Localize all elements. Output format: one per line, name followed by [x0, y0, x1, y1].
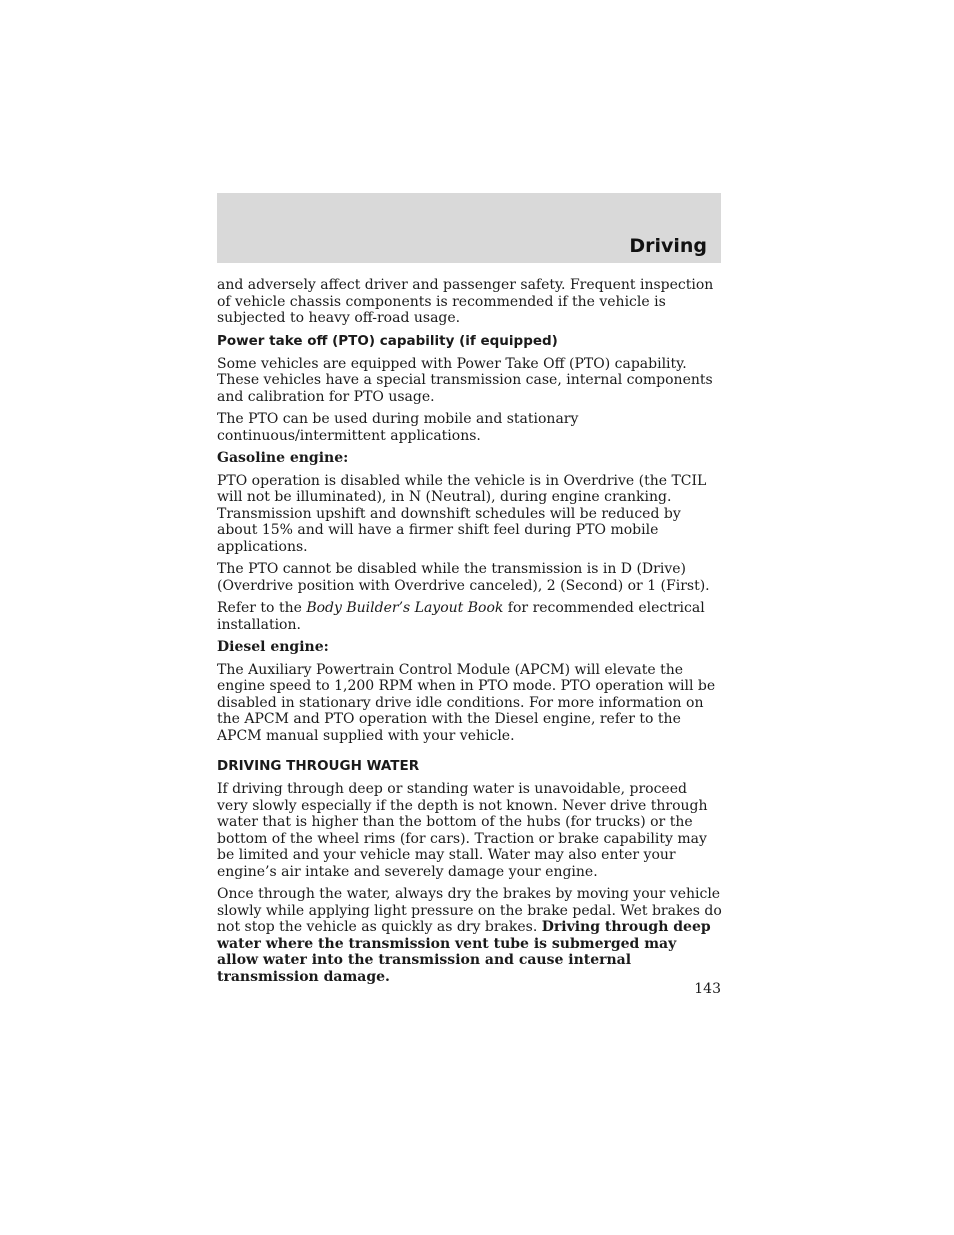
section-title: Driving — [629, 235, 707, 257]
water-paragraph-2-text: Once through the water, always dry the brakes by moving your vehicle slowly while applying light pressure on the brake pedal. Wet brakes do not stop the vehicle as quickly as dry brakes. — [217, 886, 722, 935]
pto-paragraph-1: Some vehicles are equipped with Power Take Off (PTO) capability. These vehicles have a special transmission case, internal components and calibration for PTO usage. — [217, 355, 713, 405]
water-paragraph-2 — [217, 886, 722, 985]
gasoline-engine-label: Gasoline engine: — [217, 450, 349, 466]
diesel-engine-label: Diesel engine: — [217, 639, 329, 655]
water-warning-text: Driving through deep water where the transmission vent tube is submerged may allow water into the transmission and cause internal transmission damage. — [217, 919, 711, 985]
gasoline-paragraph-1: PTO operation is disabled while the vehicle is in Overdrive (the TCIL will not be illuminated), in N (Neutral), during engine cranking. Transmission upshift and downshift schedules will be reduced by about 15% and will have a firmer shift feel during PTO mobile applications. — [217, 472, 707, 555]
water-paragraph-1: If driving through deep or standing water is unavoidable, proceed very slowly especially if the depth is not known. Never drive through water that is higher than the bottom of the hubs (for trucks) or the bottom of the wheel rims (for cars). Traction or brake capability may be limited and your vehicle may stall. Water may also enter your engine’s air intake and severely damage your engine. — [217, 781, 708, 880]
pto-paragraph-2: The PTO can be used during mobile and stationary continuous/intermittent applications. — [217, 411, 579, 444]
gasoline-paragraph-2: The PTO cannot be disabled while the transmission is in D (Drive) (Overdrive position with Overdrive canceled), 2 (Second) or 1 (First). — [217, 561, 710, 594]
water-heading: DRIVING THROUGH WATER — [217, 758, 420, 774]
intro-paragraph: and adversely affect driver and passenger safety. Frequent inspection of vehicle chassis components is recommended if the vehicle is subjected to heavy off-road usage. — [217, 277, 714, 326]
page-number: 143 — [694, 981, 721, 997]
refer-text-after: for recommended electrical installation. — [217, 600, 705, 633]
page-content — [217, 277, 722, 991]
refer-text-before: Refer to the — [217, 600, 307, 616]
pto-heading: Power take off (PTO) capability (if equipped) — [217, 332, 558, 349]
diesel-paragraph-1: The Auxiliary Powertrain Control Module (APCM) will elevate the engine speed to 1,200 RPM when in PTO mode. PTO operation will be disabled in stationary drive idle conditions. For more information on the APCM and PTO operation with the Diesel engine, refer to the APCM manual supplied with your vehicle. — [217, 661, 716, 744]
body-builder-book-title: Body Builder’s Layout Book — [306, 600, 504, 616]
refer-paragraph — [217, 600, 722, 633]
section-header-band — [217, 193, 721, 263]
